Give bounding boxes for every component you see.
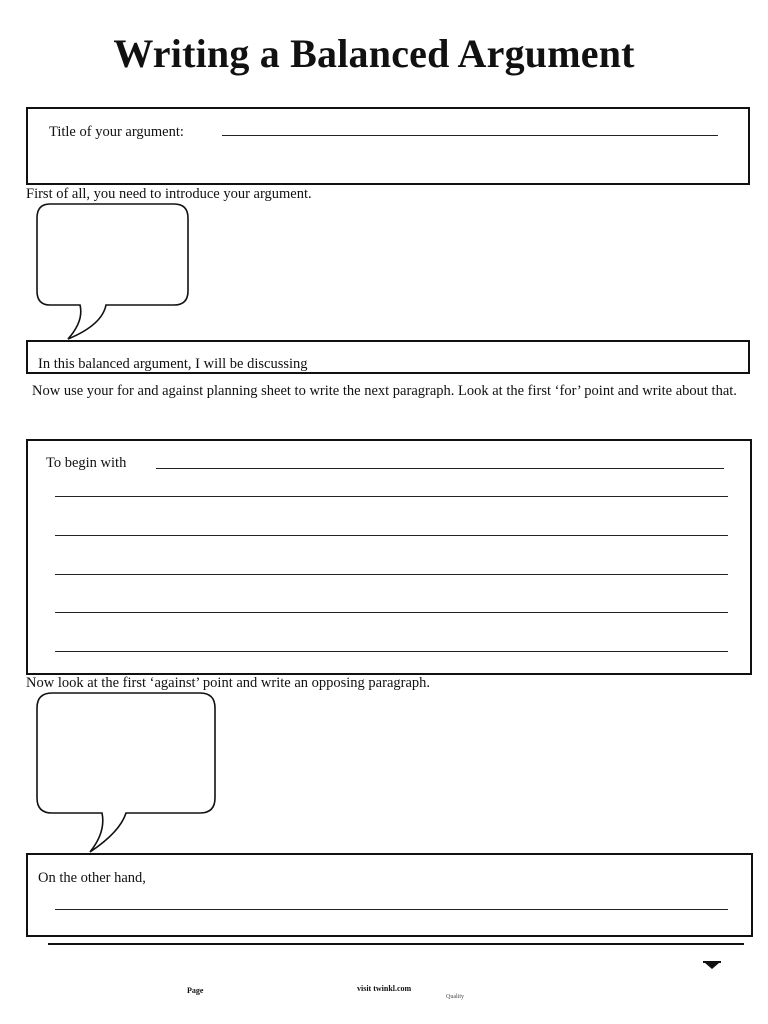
against-instruction: Now look at the first ‘against’ point and write an opposing paragraph. — [26, 675, 431, 691]
footer-site-link[interactable]: visit twinkl.com — [357, 984, 412, 993]
for-write-line[interactable] — [55, 651, 728, 652]
for-write-line[interactable] — [55, 574, 728, 575]
for-starter-label: To begin with — [46, 455, 127, 471]
intro-instruction: First of all, you need to introduce your argument. — [26, 186, 312, 202]
intro-starter-label: In this balanced argument, I will be discussing — [38, 356, 308, 372]
title-box-label: Title of your argument: — [49, 124, 184, 140]
footer-divider — [48, 943, 744, 945]
footer-small-note: Quality — [446, 994, 464, 1000]
speech-bubble-icon — [36, 692, 220, 856]
for-write-line[interactable] — [55, 535, 728, 536]
for-write-line[interactable] — [156, 468, 724, 469]
speech-bubble-icon — [36, 203, 192, 343]
against-write-line[interactable] — [55, 909, 728, 910]
twinkl-logo-icon — [703, 958, 721, 970]
for-instruction: Now use your for and against planning sheet to write the next paragraph. Look at the first ‘for’ point and write about that. — [32, 383, 737, 399]
against-starter-label: On the other hand, — [38, 870, 146, 886]
intro-starter-box — [26, 340, 750, 374]
title-box — [26, 107, 750, 185]
footer-page-label: Page — [187, 986, 204, 995]
against-writing-box — [26, 853, 753, 937]
title-write-line[interactable] — [222, 135, 718, 136]
page-title: Writing a Balanced Argument — [113, 31, 635, 76]
for-writing-box — [26, 439, 752, 675]
for-write-line[interactable] — [55, 612, 728, 613]
for-write-line[interactable] — [55, 496, 728, 497]
